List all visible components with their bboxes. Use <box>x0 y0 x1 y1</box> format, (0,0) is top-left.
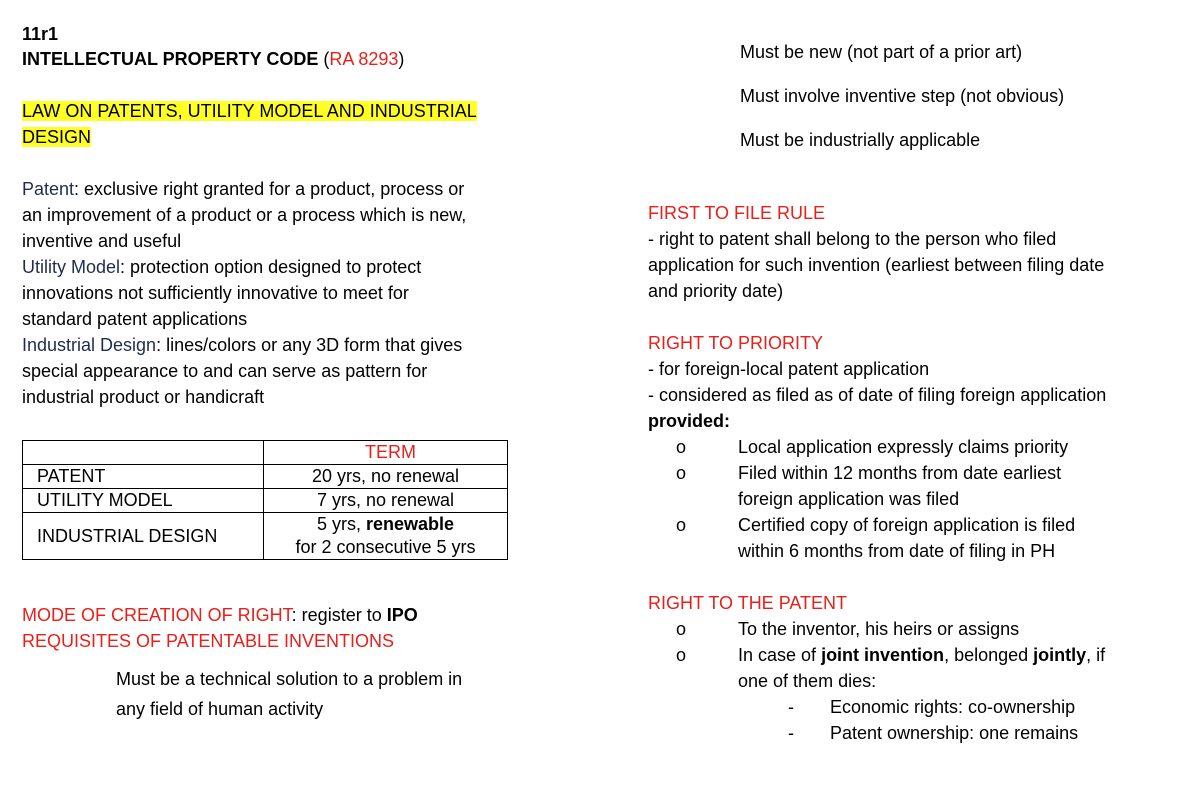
first-to-file-line: and priority date) <box>648 281 784 301</box>
requisites-title: REQUISITES OF PATENTABLE INVENTIONS <box>22 631 395 651</box>
value-years: 7 yrs, <box>316 490 366 510</box>
definition-term: Patent <box>22 179 75 199</box>
definition-patent <box>22 176 552 254</box>
section-title-line1: LAW ON PATENTS, UTILITY MODEL AND INDUSTRIAL <box>22 101 477 121</box>
requisite-item: Must be new (not part of a prior art) <box>740 42 1023 62</box>
table-row <box>23 513 508 560</box>
table-row-value <box>264 489 508 513</box>
value-years: 20 yrs, <box>311 466 371 486</box>
first-to-file-line: application for such invention (earliest between filing date <box>648 255 1105 275</box>
first-to-file-line: - right to patent shall belong to the person who filed <box>648 229 1057 249</box>
value-renewal: renewable <box>365 514 455 534</box>
mode-label: MODE OF CREATION OF RIGHT <box>22 605 292 625</box>
value-renewal: no renewal <box>370 466 460 486</box>
definition-cont: industrial product or handicraft <box>22 387 265 407</box>
definitions <box>22 176 552 410</box>
table-row <box>23 489 508 513</box>
definition-text: : protection option designed to protect <box>120 257 422 277</box>
section-title-line2: DESIGN <box>22 127 92 147</box>
dash-icon: - <box>788 697 794 717</box>
value-years: 5 yrs, <box>316 514 366 534</box>
definition-cont: standard patent applications <box>22 309 248 329</box>
mode-text: : register to <box>291 605 387 625</box>
definition-text: : exclusive right granted for a product, process or <box>74 179 465 199</box>
table-row-value <box>264 465 508 489</box>
table-header-row <box>23 441 508 465</box>
definition-term: Industrial Design <box>22 335 157 355</box>
requisite-item: Must be industrially applicable <box>740 130 981 150</box>
section-title <box>22 98 552 150</box>
requisite-item-cont: any field of human activity <box>116 699 324 719</box>
page-title <box>22 46 552 72</box>
priority-provided <box>648 408 1193 434</box>
priority-line: - considered as filed as of date of filing foreign application <box>648 385 1107 405</box>
definition-cont: special appearance to and can serve as pattern for <box>22 361 428 381</box>
provided-label: provided: <box>648 411 731 431</box>
bullet-icon: o <box>676 515 687 535</box>
paren-close: ) <box>398 49 405 69</box>
table-row-label: PATENT <box>23 465 264 489</box>
list-item-text: In case of <box>738 645 822 665</box>
priority-title: RIGHT TO PRIORITY <box>648 333 824 353</box>
list-item <box>648 512 1193 564</box>
table-header-empty <box>23 441 264 465</box>
definition-utility-model <box>22 254 552 332</box>
priority-section <box>648 330 1193 564</box>
title-text: INTELLECTUAL PROPERTY CODE <box>22 49 319 69</box>
requisites-list-left <box>116 664 536 724</box>
list-item-text: Filed within 12 months from date earliest <box>738 463 1062 483</box>
requisites-list-right <box>740 30 1180 162</box>
first-to-file-title: FIRST TO FILE RULE <box>648 203 826 223</box>
requisite-item: Must be a technical solution to a problem in <box>116 669 463 689</box>
list-item <box>648 460 1193 512</box>
list-item-text: one of them dies: <box>738 671 877 691</box>
left-column <box>22 22 552 410</box>
list-item-text: foreign application was filed <box>738 489 960 509</box>
code-label: 11r1 <box>22 24 59 44</box>
list-item-text: , if <box>1086 645 1106 665</box>
mode-line <box>22 602 582 628</box>
list-item <box>648 616 1193 642</box>
list-item <box>648 642 1193 694</box>
priority-line: - for foreign-local patent application <box>648 359 930 379</box>
list-item-text: Local application expressly claims priority <box>738 437 1069 457</box>
definition-cont: inventive and useful <box>22 231 182 251</box>
list-item-text: To the inventor, his heirs or assigns <box>738 619 1020 639</box>
term-table <box>22 440 508 560</box>
table-row-label: UTILITY MODEL <box>23 489 264 513</box>
bullet-icon: o <box>676 645 687 665</box>
patent-right-section <box>648 590 1193 746</box>
sub-list-item <box>648 720 1193 746</box>
first-to-file-section <box>648 200 1193 304</box>
mode-ipo: IPO <box>386 605 418 625</box>
dash-icon: - <box>788 723 794 743</box>
bullet-icon: o <box>676 463 687 483</box>
joint-invention-label: joint invention <box>821 645 945 665</box>
list-item-text: , belonged <box>944 645 1034 665</box>
mode-section <box>22 602 582 654</box>
definition-cont: innovations not sufficiently innovative to meet for <box>22 283 409 303</box>
definition-text: : lines/colors or any 3D form that gives <box>156 335 463 355</box>
definition-term: Utility Model <box>22 257 121 277</box>
bullet-icon: o <box>676 437 687 457</box>
table-row-label: INDUSTRIAL DESIGN <box>23 513 264 560</box>
list-item-text: within 6 months from date of filing in PH <box>738 541 1056 561</box>
patent-right-title: RIGHT TO THE PATENT <box>648 593 848 613</box>
sub-list-item-text: Patent ownership: one remains <box>830 723 1079 743</box>
table-row-value <box>264 513 508 560</box>
jointly-label: jointly <box>1033 645 1087 665</box>
value-renewal-detail: for 2 consecutive 5 yrs <box>295 537 476 557</box>
list-item-text: Certified copy of foreign application is filed <box>738 515 1076 535</box>
right-column <box>648 200 1193 746</box>
definition-cont: an improvement of a product or a process which is new, <box>22 205 467 225</box>
value-renewal: no renewal <box>365 490 455 510</box>
sub-list-item-text: Economic rights: co-ownership <box>830 697 1076 717</box>
requisite-item: Must involve inventive step (not obvious) <box>740 86 1065 106</box>
table-row <box>23 465 508 489</box>
table-header-term: TERM <box>264 441 508 465</box>
list-item <box>648 434 1193 460</box>
ra-number: RA 8293 <box>329 49 399 69</box>
definition-industrial-design <box>22 332 552 410</box>
paren-open: ( <box>318 49 330 69</box>
sub-list-item <box>648 694 1193 720</box>
bullet-icon: o <box>676 619 687 639</box>
